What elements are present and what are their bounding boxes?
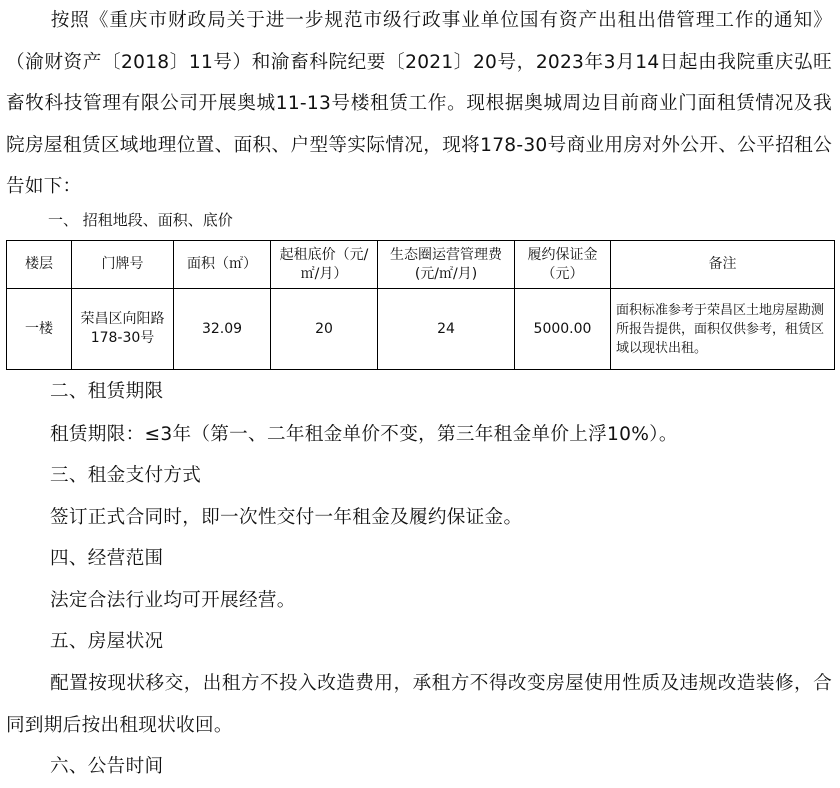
section-2-body: 租赁期限：≤3年（第一、二年租金单价不变，第三年租金单价上浮10%）。 (50, 424, 678, 445)
header-base-price: 起租底价（元/㎡/月） (271, 241, 378, 289)
section-5-title: 五、房屋状况 (50, 631, 164, 652)
header-eco-fee: 生态圈运营管理费(元/㎡/月) (378, 241, 515, 289)
cell-note: 面积标准参考于荣昌区土地房屋勘测所报告提供，面积仅供参考，租赁区域以现状出租。 (611, 289, 835, 370)
table-header-row (7, 241, 835, 289)
section-3-body: 签订正式合同时，即一次性交付一年租金及履约保证金。 (50, 507, 523, 528)
cell-eco-fee: 24 (378, 289, 515, 370)
header-deposit: 履约保证金（元） (515, 241, 611, 289)
cell-door-no: 荣昌区向阳路178-30号 (72, 289, 174, 370)
section-4-title: 四、经营范围 (50, 548, 164, 569)
cell-area: 32.09 (174, 289, 271, 370)
intro-text: 按照《重庆市财政局关于进一步规范市级行政事业单位国有资产出租出借管理工作的通知》（渝财资产〔2018〕11号）和渝畜科院纪要〔2021〕20号，2023年3月14日起由我院重庆弘旺畜牧科技管理有限公司开展奥城11-13号楼租赁工作。现根据奥城周边目前商业门面租赁情况及我院房屋租赁区域地理位置、面积、户型等实际情况，现将178-30号商业用房对外公开、公平招租公告如下： (6, 10, 832, 197)
section-6-title: 六、公告时间 (50, 756, 164, 777)
section-4-body: 法定合法行业均可开展经营。 (50, 590, 296, 611)
cell-base-price: 20 (271, 289, 378, 370)
intro-paragraph (6, 0, 832, 208)
section-5-body-text: 配置按现状移交，出租方不投入改造费用，承租方不得改变房屋使用性质及违规改造装修，合同到期后按出租现状收回。 (6, 673, 832, 736)
header-floor: 楼层 (7, 241, 72, 289)
cell-floor: 一楼 (7, 289, 72, 370)
header-note: 备注 (611, 241, 835, 289)
section-5-body (6, 663, 832, 746)
table-row (7, 289, 835, 370)
rental-table (6, 240, 835, 370)
header-area: 面积（㎡） (174, 241, 271, 289)
section-3-title: 三、租金支付方式 (50, 465, 202, 486)
section-1-title: 一、 招租地段、面积、底价 (48, 211, 233, 229)
header-door-no: 门牌号 (72, 241, 174, 289)
section-2-title: 二、租赁期限 (50, 381, 164, 402)
cell-deposit: 5000.00 (515, 289, 611, 370)
